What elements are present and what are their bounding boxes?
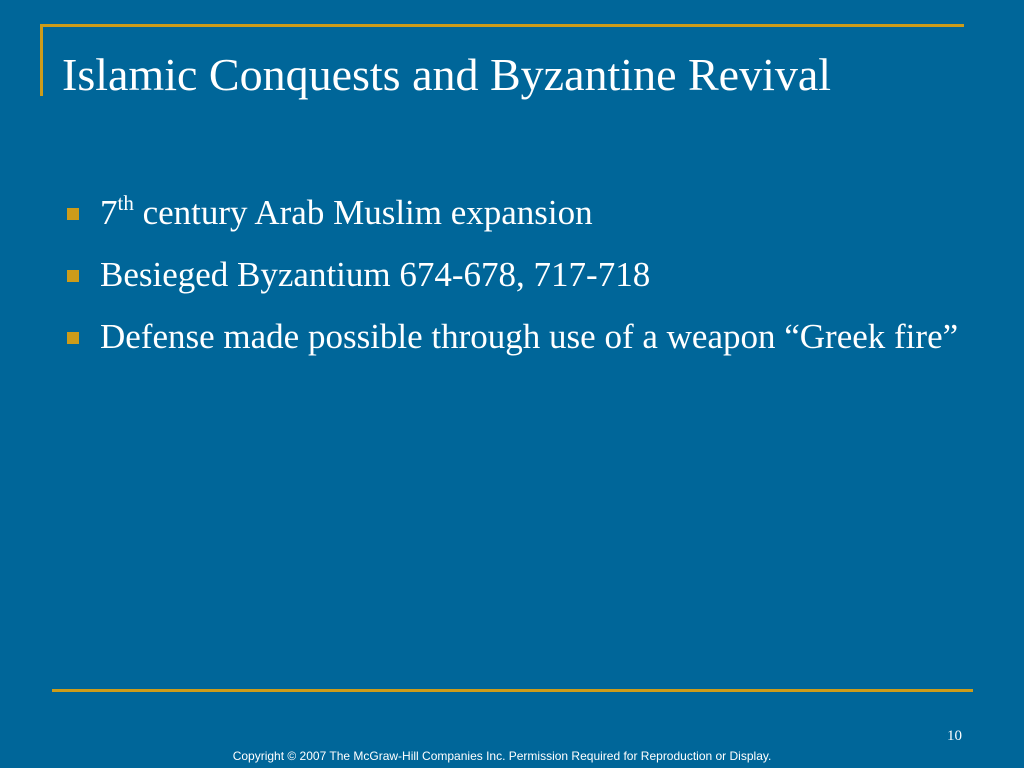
slide-title: Islamic Conquests and Byzantine Revival (62, 49, 832, 100)
copyright-notice: Copyright © 2007 The McGraw-Hill Companies Inc. Permission Required for Reproduction or Display. (232, 749, 772, 763)
bullet-text (100, 193, 593, 232)
bullet-item-expansion (62, 188, 962, 238)
title-frame-top-line (40, 24, 964, 27)
title-frame-left-line (40, 24, 43, 96)
bullet-item-greek-fire (62, 312, 962, 362)
century-number: 7 (100, 193, 118, 232)
bullet-text: Besieged Byzantium 674-678, 717-718 (100, 255, 651, 294)
footer-divider-line (52, 689, 973, 692)
slide-number: 10 (947, 728, 962, 744)
bullet-item-sieges (62, 250, 962, 300)
bullet-rest-text: century Arab Muslim expansion (133, 193, 593, 232)
square-bullet-icon (67, 270, 79, 282)
ordinal-suffix: th (117, 191, 134, 215)
square-bullet-icon (67, 332, 79, 344)
bullet-list (62, 188, 962, 374)
square-bullet-icon (67, 208, 79, 220)
bullet-text: Defense made possible through use of a weapon “Greek fire” (100, 317, 959, 356)
